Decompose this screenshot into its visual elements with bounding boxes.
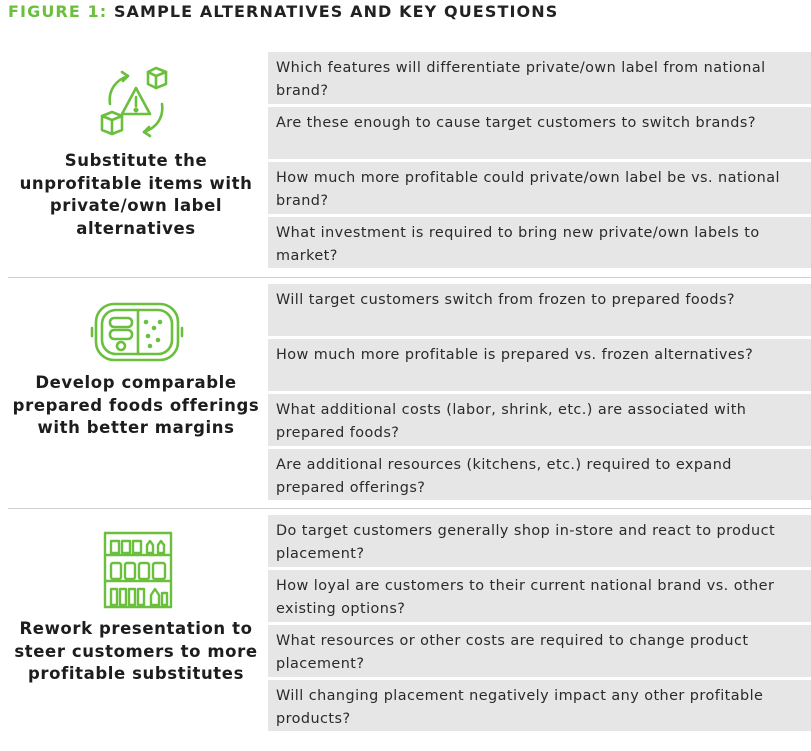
- question-box: Will changing placement negatively impact any other profitable products?: [268, 680, 811, 731]
- question-box: What investment is required to bring new private/own labels to market?: [268, 217, 811, 268]
- question-box: Do target customers generally shop in-store and react to product placement?: [268, 515, 811, 567]
- section-substitute: [0, 0, 811, 276]
- section-caption: Rework presentation to steer customers to more profitable substitutes: [14, 619, 258, 683]
- question-box: How loyal are customers to their current national brand vs. other existing options?: [268, 570, 811, 622]
- section-left: [8, 509, 264, 751]
- box-swap-warning-icon: [96, 64, 176, 144]
- question-box: What resources or other costs are required to change product placement?: [268, 625, 811, 677]
- section-left: [8, 0, 264, 276]
- section-left: [8, 278, 264, 506]
- section-caption: Develop comparable prepared foods offerings with better margins: [12, 373, 260, 437]
- question-box: How much more profitable could private/own label be vs. national brand?: [268, 162, 811, 214]
- question-box: Which features will differentiate private/own label from national brand?: [268, 52, 811, 104]
- figure-label: FIGURE 1:: [8, 2, 108, 21]
- meal-tray-icon: [90, 300, 184, 364]
- question-box: Are these enough to cause target customers to switch brands?: [268, 107, 811, 159]
- section-prepared-foods: [0, 278, 811, 506]
- question-box: How much more profitable is prepared vs. frozen alternatives?: [268, 339, 811, 391]
- section-caption: Substitute the unprofitable items with private/own label alternatives: [19, 151, 253, 238]
- question-box: Will target customers switch from frozen to prepared foods?: [268, 284, 811, 336]
- question-box: What additional costs (labor, shrink, etc.) are associated with prepared foods?: [268, 394, 811, 446]
- question-box: Are additional resources (kitchens, etc.) required to expand prepared offerings?: [268, 449, 811, 500]
- figure-title-text: SAMPLE ALTERNATIVES AND KEY QUESTIONS: [113, 2, 559, 21]
- store-shelves-icon: [101, 529, 175, 609]
- section-rework-presentation: [0, 509, 811, 751]
